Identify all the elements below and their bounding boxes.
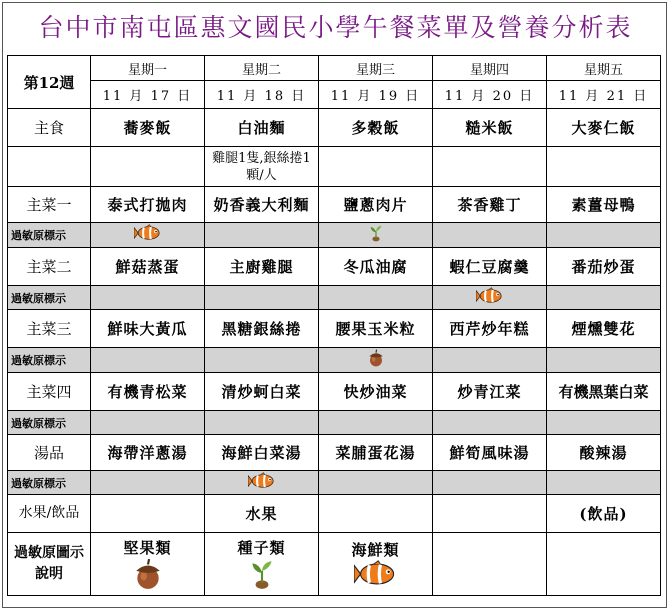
allergy-cell [205, 286, 319, 310]
allergy-cell [205, 223, 319, 248]
seedling-icon [246, 558, 278, 594]
main2-label: 主菜二 [8, 248, 91, 286]
page-title: 台中市南屯區惠文國民小學午餐菜單及營養分析表 [38, 13, 633, 42]
allergy-row-soup [8, 471, 661, 495]
dish-cell: 鮮菇蒸蛋 [91, 248, 205, 286]
allergy-cell [319, 471, 433, 495]
legend-row [8, 533, 661, 596]
allergy-cell [433, 411, 547, 435]
allergy-cell [547, 223, 661, 248]
allergy-cell [91, 411, 205, 435]
weekday-wed: 星期三 [319, 56, 433, 81]
staple-row [8, 109, 661, 147]
clownfish-icon [476, 287, 504, 309]
dish-cell: 菜脯蛋花湯 [319, 435, 433, 471]
dish-cell: 炒青江菜 [433, 373, 547, 411]
legend-label: 過敏原圖示說明 [8, 533, 91, 596]
allergy-cell [547, 348, 661, 373]
dish-cell: 鹽蔥肉片 [319, 187, 433, 223]
dish-cell [433, 495, 547, 533]
dish-cell: 有機青松菜 [91, 373, 205, 411]
dish-cell: 清炒蚵白菜 [205, 373, 319, 411]
dish-cell: 蕎麥飯 [91, 109, 205, 147]
allergy-cell [91, 223, 205, 248]
clownfish-icon [354, 560, 398, 592]
main1-row [8, 187, 661, 223]
allergy-label: 過敏原標示 [8, 286, 91, 310]
legend-icon-slot [205, 558, 318, 594]
main4-label: 主菜四 [8, 373, 91, 411]
soup-row [8, 435, 661, 471]
dish-cell: 奶香義大利麵 [205, 187, 319, 223]
allergy-cell [547, 471, 661, 495]
date-wed: 11 月 19 日 [319, 81, 433, 109]
acorn-icon [132, 558, 164, 594]
dish-cell: 腰果玉米粒 [319, 310, 433, 348]
legend-icon-slot [91, 558, 204, 594]
allergy-cell [91, 471, 205, 495]
menu-table [7, 55, 661, 596]
allergy-cell [205, 411, 319, 435]
main3-label: 主菜三 [8, 310, 91, 348]
allergy-cell [319, 348, 433, 373]
dish-cell: 有機黑葉白菜 [547, 373, 661, 411]
legend-name: 海鮮類 [351, 540, 400, 559]
dish-cell: 大麥仁飯 [547, 109, 661, 147]
allergy-label: 過敏原標示 [8, 348, 91, 373]
dish-cell [319, 495, 433, 533]
dish-cell: 酸辣湯 [547, 435, 661, 471]
fruit-label: 水果/飲品 [8, 495, 91, 533]
seedling-icon [367, 224, 385, 246]
dish-cell: 糙米飯 [433, 109, 547, 147]
allergy-cell [319, 411, 433, 435]
allergy-cell [91, 348, 205, 373]
clownfish-icon [248, 472, 276, 494]
main2-row [8, 248, 661, 286]
dish-cell: 多穀飯 [319, 109, 433, 147]
allergy-label: 過敏原標示 [8, 471, 91, 495]
dish-cell: 鮮味大黃瓜 [91, 310, 205, 348]
staple-label: 主食 [8, 109, 91, 147]
weekday-mon: 星期一 [91, 56, 205, 81]
date-tue: 11 月 18 日 [205, 81, 319, 109]
legend-seafood [319, 533, 433, 596]
clownfish-icon [134, 224, 162, 246]
dish-cell: 主廚雞腿 [205, 248, 319, 286]
staple-note: 雞腿1隻,銀絲捲1顆/人 [205, 147, 319, 187]
dish-cell: 冬瓜油腐 [319, 248, 433, 286]
allergy-cell [433, 471, 547, 495]
dish-cell: 海帶洋蔥湯 [91, 435, 205, 471]
legend-seeds [205, 533, 319, 596]
weekday-fri: 星期五 [547, 56, 661, 81]
dish-cell: 煙燻雙花 [547, 310, 661, 348]
allergy-cell [547, 286, 661, 310]
date-thu: 11 月 20 日 [433, 81, 547, 109]
dish-cell: 番茄炒蛋 [547, 248, 661, 286]
main3-row [8, 310, 661, 348]
dish-cell: 快炒油菜 [319, 373, 433, 411]
dish-cell: 白油麵 [205, 109, 319, 147]
week-label: 第12週 [8, 56, 91, 109]
allergy-cell [205, 348, 319, 373]
staple-note-row [8, 147, 661, 187]
main1-label: 主菜一 [8, 187, 91, 223]
allergy-cell [205, 471, 319, 495]
allergy-row-main1 [8, 223, 661, 248]
allergy-cell [433, 223, 547, 248]
allergy-cell [319, 223, 433, 248]
allergy-cell [433, 348, 547, 373]
legend-icon-slot [319, 560, 432, 592]
dish-cell: 蝦仁豆腐羹 [433, 248, 547, 286]
allergy-label: 過敏原標示 [8, 411, 91, 435]
dish-cell: 素薑母鴨 [547, 187, 661, 223]
allergy-cell [319, 286, 433, 310]
dish-cell: 黑糖銀絲捲 [205, 310, 319, 348]
main4-row [8, 373, 661, 411]
dish-cell: 西芹炒年糕 [433, 310, 547, 348]
allergy-cell [547, 411, 661, 435]
fruit-row [8, 495, 661, 533]
legend-name: 堅果類 [123, 538, 172, 557]
dish-cell: (飲品) [547, 495, 661, 533]
date-row [8, 81, 661, 109]
acorn-icon [367, 349, 385, 371]
weekday-tue: 星期二 [205, 56, 319, 81]
dish-cell: 鮮筍風味湯 [433, 435, 547, 471]
dish-cell: 茶香雞丁 [433, 187, 547, 223]
legend-nuts [91, 533, 205, 596]
weekday-thu: 星期四 [433, 56, 547, 81]
date-fri: 11 月 21 日 [547, 81, 661, 109]
weekday-row [8, 56, 661, 81]
allergy-row-main4 [8, 411, 661, 435]
allergy-cell [433, 286, 547, 310]
dish-cell: 海鮮白菜湯 [205, 435, 319, 471]
date-mon: 11 月 17 日 [91, 81, 205, 109]
dish-cell: 水果 [205, 495, 319, 533]
dish-cell [91, 495, 205, 533]
legend-name: 種子類 [237, 538, 286, 557]
allergy-cell [91, 286, 205, 310]
dish-cell: 泰式打拋肉 [91, 187, 205, 223]
allergy-row-main3 [8, 348, 661, 373]
allergy-label: 過敏原標示 [8, 223, 91, 248]
allergy-row-main2 [8, 286, 661, 310]
soup-label: 湯品 [8, 435, 91, 471]
